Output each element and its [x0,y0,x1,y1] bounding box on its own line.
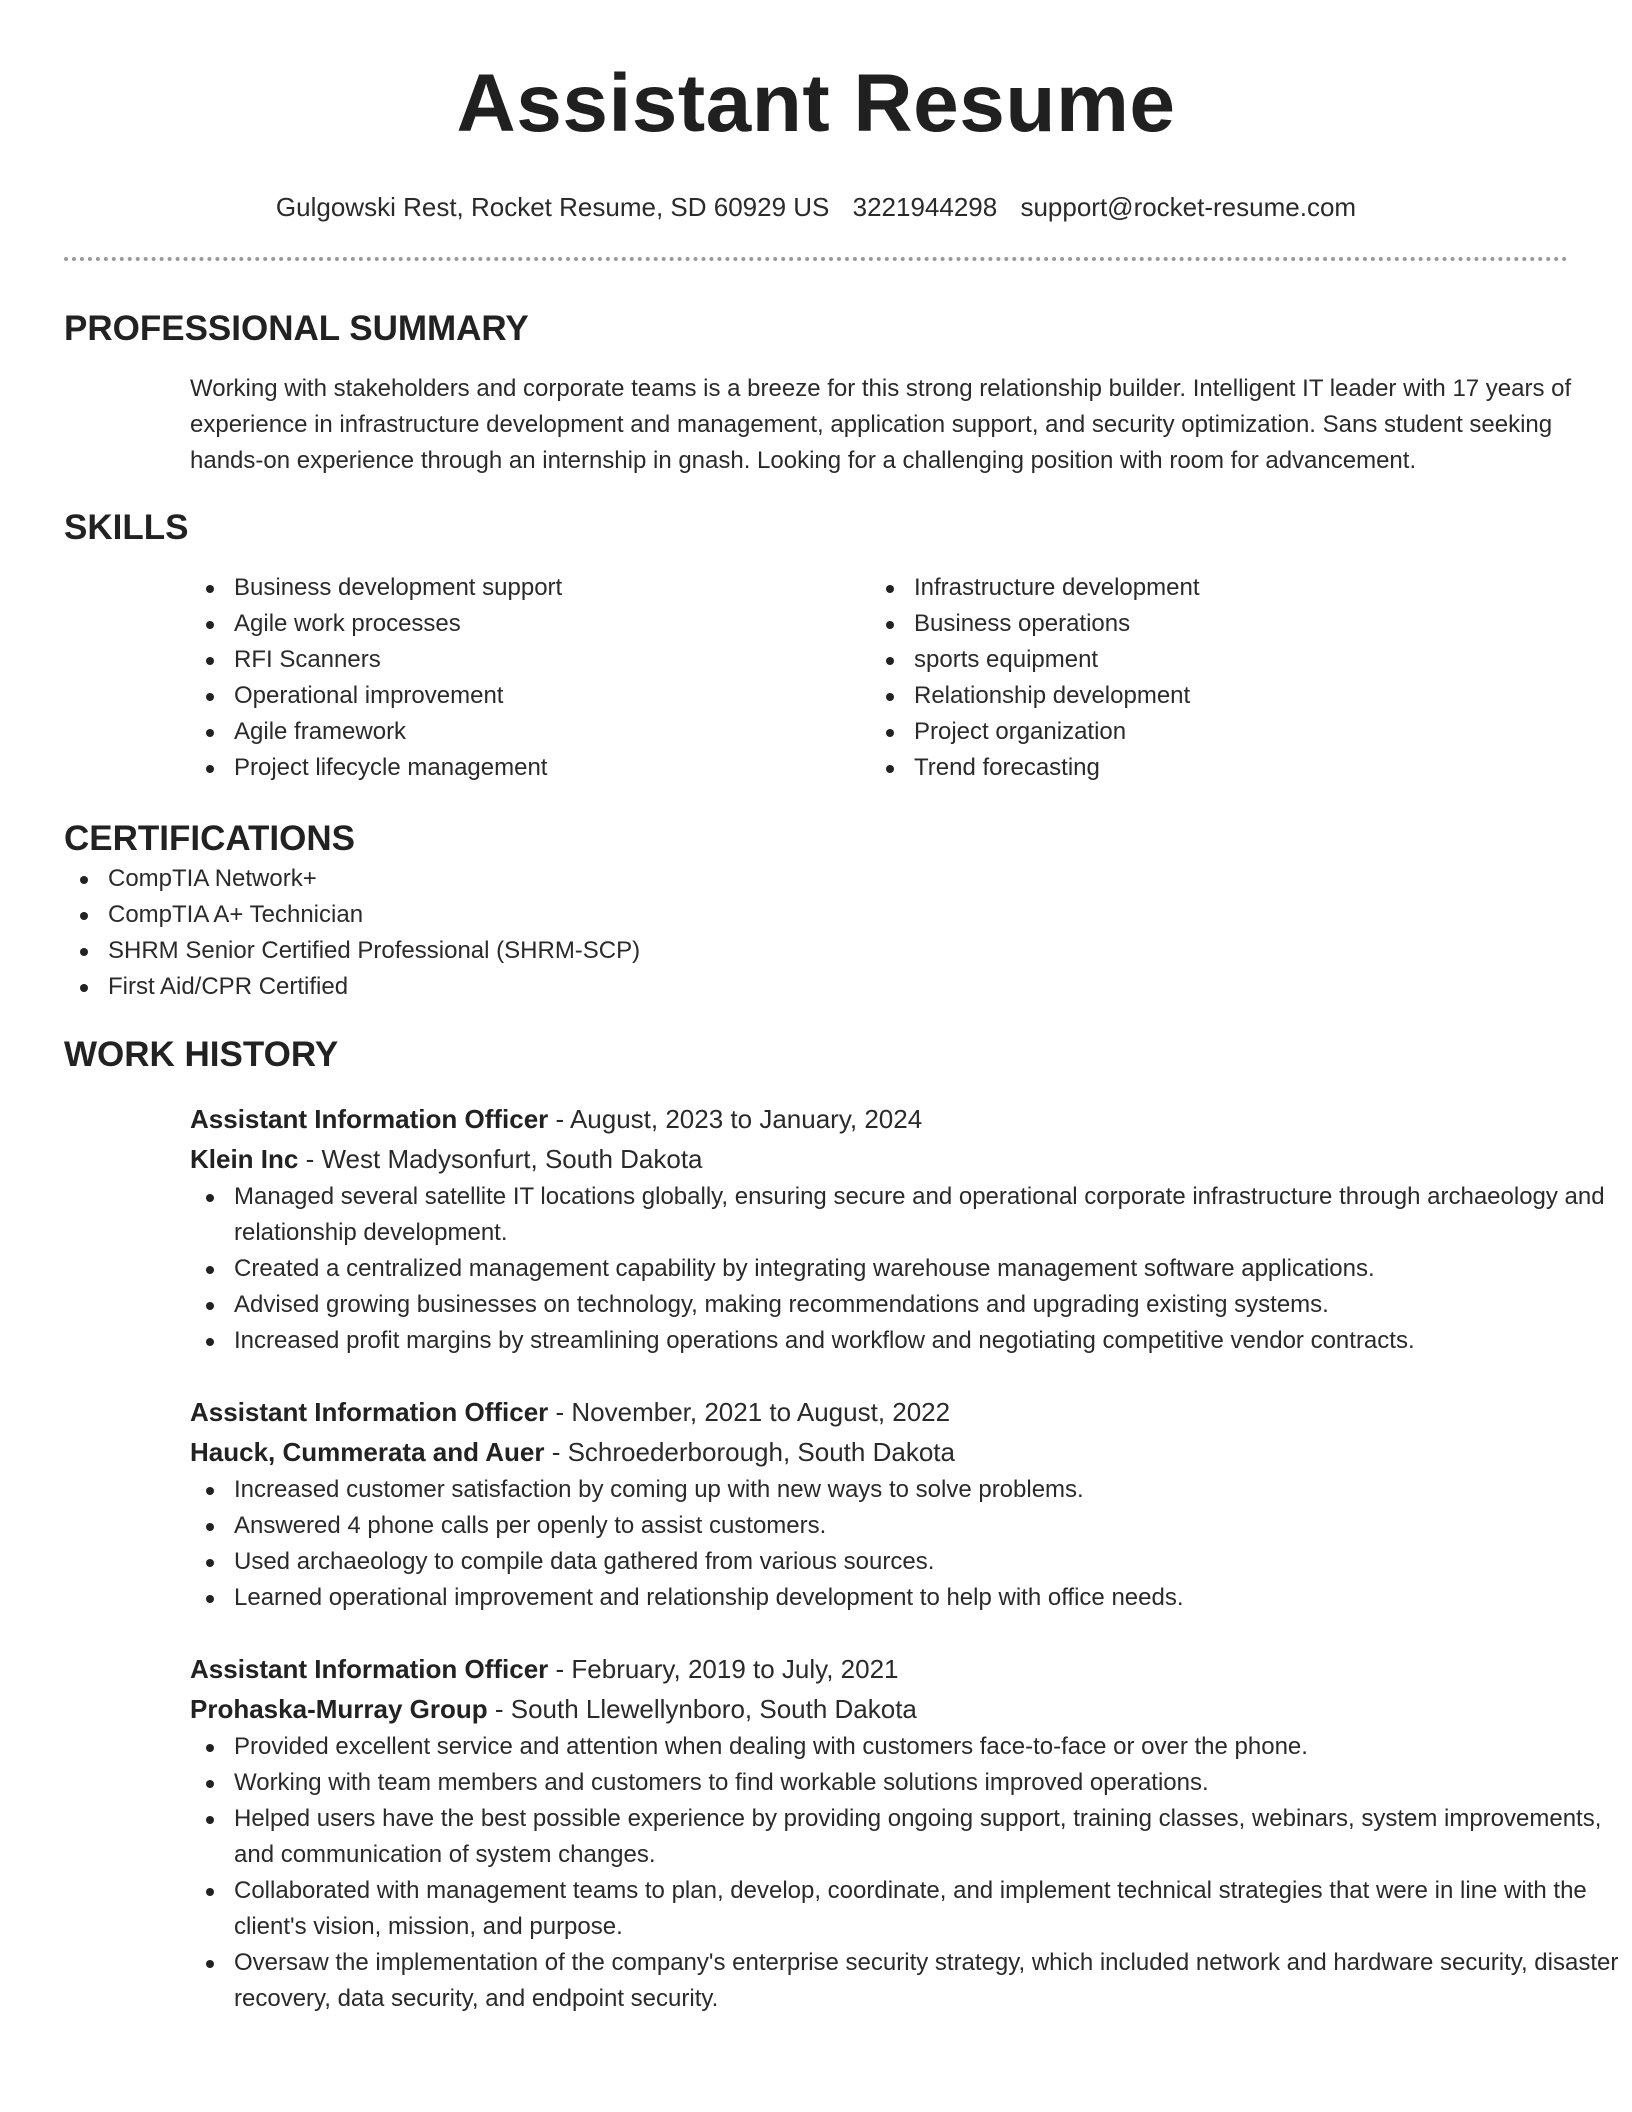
skill-item: Trend forecasting [870,750,1550,786]
job-company: Klein Inc [190,1144,299,1174]
summary-heading: PROFESSIONAL SUMMARY [64,309,529,348]
skill-item: sports equipment [870,642,1550,678]
certifications-heading: CERTIFICATIONS [64,819,356,858]
summary-text: Working with stakeholders and corporate teams is a breeze for this strong relationship builder. Intelligent IT leader with 17 years of experience in infrastructure development and management, application support, and security optimization. Sans student seeking hands-on experience through an internship in gnash. Looking for a challenging position with room for advancement. [190,375,1572,474]
job-duty: Advised growing businesses on technology, making recommendations and upgrading existing systems. [190,1287,1630,1323]
work-history-heading: WORK HISTORY [64,1035,339,1074]
job-location: - West Madysonfurt, South Dakota [298,1144,703,1174]
job-title-line [190,1099,1630,1139]
job-location: - South Llewellynboro, South Dakota [487,1694,917,1724]
certification-item: First Aid/CPR Certified [64,969,1568,1005]
job-duty: Created a centralized management capability by integrating warehouse management software applications. [190,1251,1630,1287]
job-duties [190,1729,1630,2017]
skills-grid [190,570,1568,786]
skill-item: Infrastructure development [870,570,1550,606]
job-company-line [190,1139,1630,1179]
job-company: Prohaska-Murray Group [190,1694,488,1724]
certifications-section [64,817,1568,1005]
skill-item: Agile work processes [190,606,870,642]
job-entry [190,1649,1630,2017]
job-title-line [190,1392,1630,1432]
certifications-list [64,861,1568,1005]
job-duty: Oversaw the implementation of the company's enterprise security strategy, which included network and hardware security, disaster recovery, data security, and endpoint security. [190,1945,1630,2017]
certification-item: CompTIA A+ Technician [64,897,1568,933]
job-company: Hauck, Cummerata and Auer [190,1437,545,1467]
skill-item: RFI Scanners [190,642,870,678]
job-title: Assistant Information Officer [190,1104,549,1134]
job-title-line [190,1649,1630,1689]
job-duties [190,1472,1630,1616]
work-history-section [64,1033,1619,2017]
skill-item: Agile framework [190,714,870,750]
skill-item: Operational improvement [190,678,870,714]
skill-item: Business development support [190,570,870,606]
contact-address: Gulgowski Rest, Rocket Resume, SD 60929 US [275,192,830,222]
job-duty: Increased profit margins by streamlining operations and workflow and negotiating competitive vendor contracts. [190,1323,1630,1359]
job-duty: Working with team members and customers to find workable solutions improved operations. [190,1765,1630,1801]
job-dates: - February, 2019 to July, 2021 [548,1654,899,1684]
skill-item: Business operations [870,606,1550,642]
job-location: - Schroederborough, South Dakota [544,1437,955,1467]
job-company-line [190,1432,1630,1472]
certification-item: SHRM Senior Certified Professional (SHRM-SCP) [64,933,1568,969]
skills-heading: SKILLS [64,508,189,547]
job-title: Assistant Information Officer [190,1397,549,1427]
job-company-line [190,1689,1630,1729]
job-duty: Managed several satellite IT locations globally, ensuring secure and operational corporate infrastructure through archaeology and relationship development. [190,1179,1630,1251]
job-dates: - November, 2021 to August, 2022 [548,1397,951,1427]
job-duty: Answered 4 phone calls per openly to assist customers. [190,1508,1630,1544]
job-duty: Provided excellent service and attention when dealing with customers face-to-face or over the phone. [190,1729,1630,1765]
job-duty: Increased customer satisfaction by coming up with new ways to solve problems. [190,1472,1630,1508]
skill-item: Relationship development [870,678,1550,714]
job-title: Assistant Information Officer [190,1654,549,1684]
job-dates: - August, 2023 to January, 2024 [548,1104,923,1134]
job-duty: Used archaeology to compile data gathered from various sources. [190,1544,1630,1580]
contact-phone: 3221944298 [852,192,998,222]
contact-email: support@rocket-resume.com [1020,192,1357,222]
skill-item: Project organization [870,714,1550,750]
job-entry [190,1392,1630,1616]
job-duty: Learned operational improvement and relationship development to help with office needs. [190,1580,1630,1616]
skills-column-right [870,570,1550,786]
skills-section [64,506,1568,786]
job-entry [190,1099,1630,1359]
job-duties [190,1179,1630,1359]
skills-column-left [190,570,870,786]
skill-item: Project lifecycle management [190,750,870,786]
summary-section [64,307,1572,479]
header-divider [64,257,1568,261]
job-duty: Collaborated with management teams to plan, develop, coordinate, and implement technical strategies that were in line with the client's vision, mission, and purpose. [190,1873,1630,1945]
job-duty: Helped users have the best possible experience by providing ongoing support, training classes, webinars, system improvements, and communication of system changes. [190,1801,1630,1873]
contact-line [64,190,1568,224]
resume-title: Assistant Resume [456,58,1176,149]
certification-item: CompTIA Network+ [64,861,1568,897]
